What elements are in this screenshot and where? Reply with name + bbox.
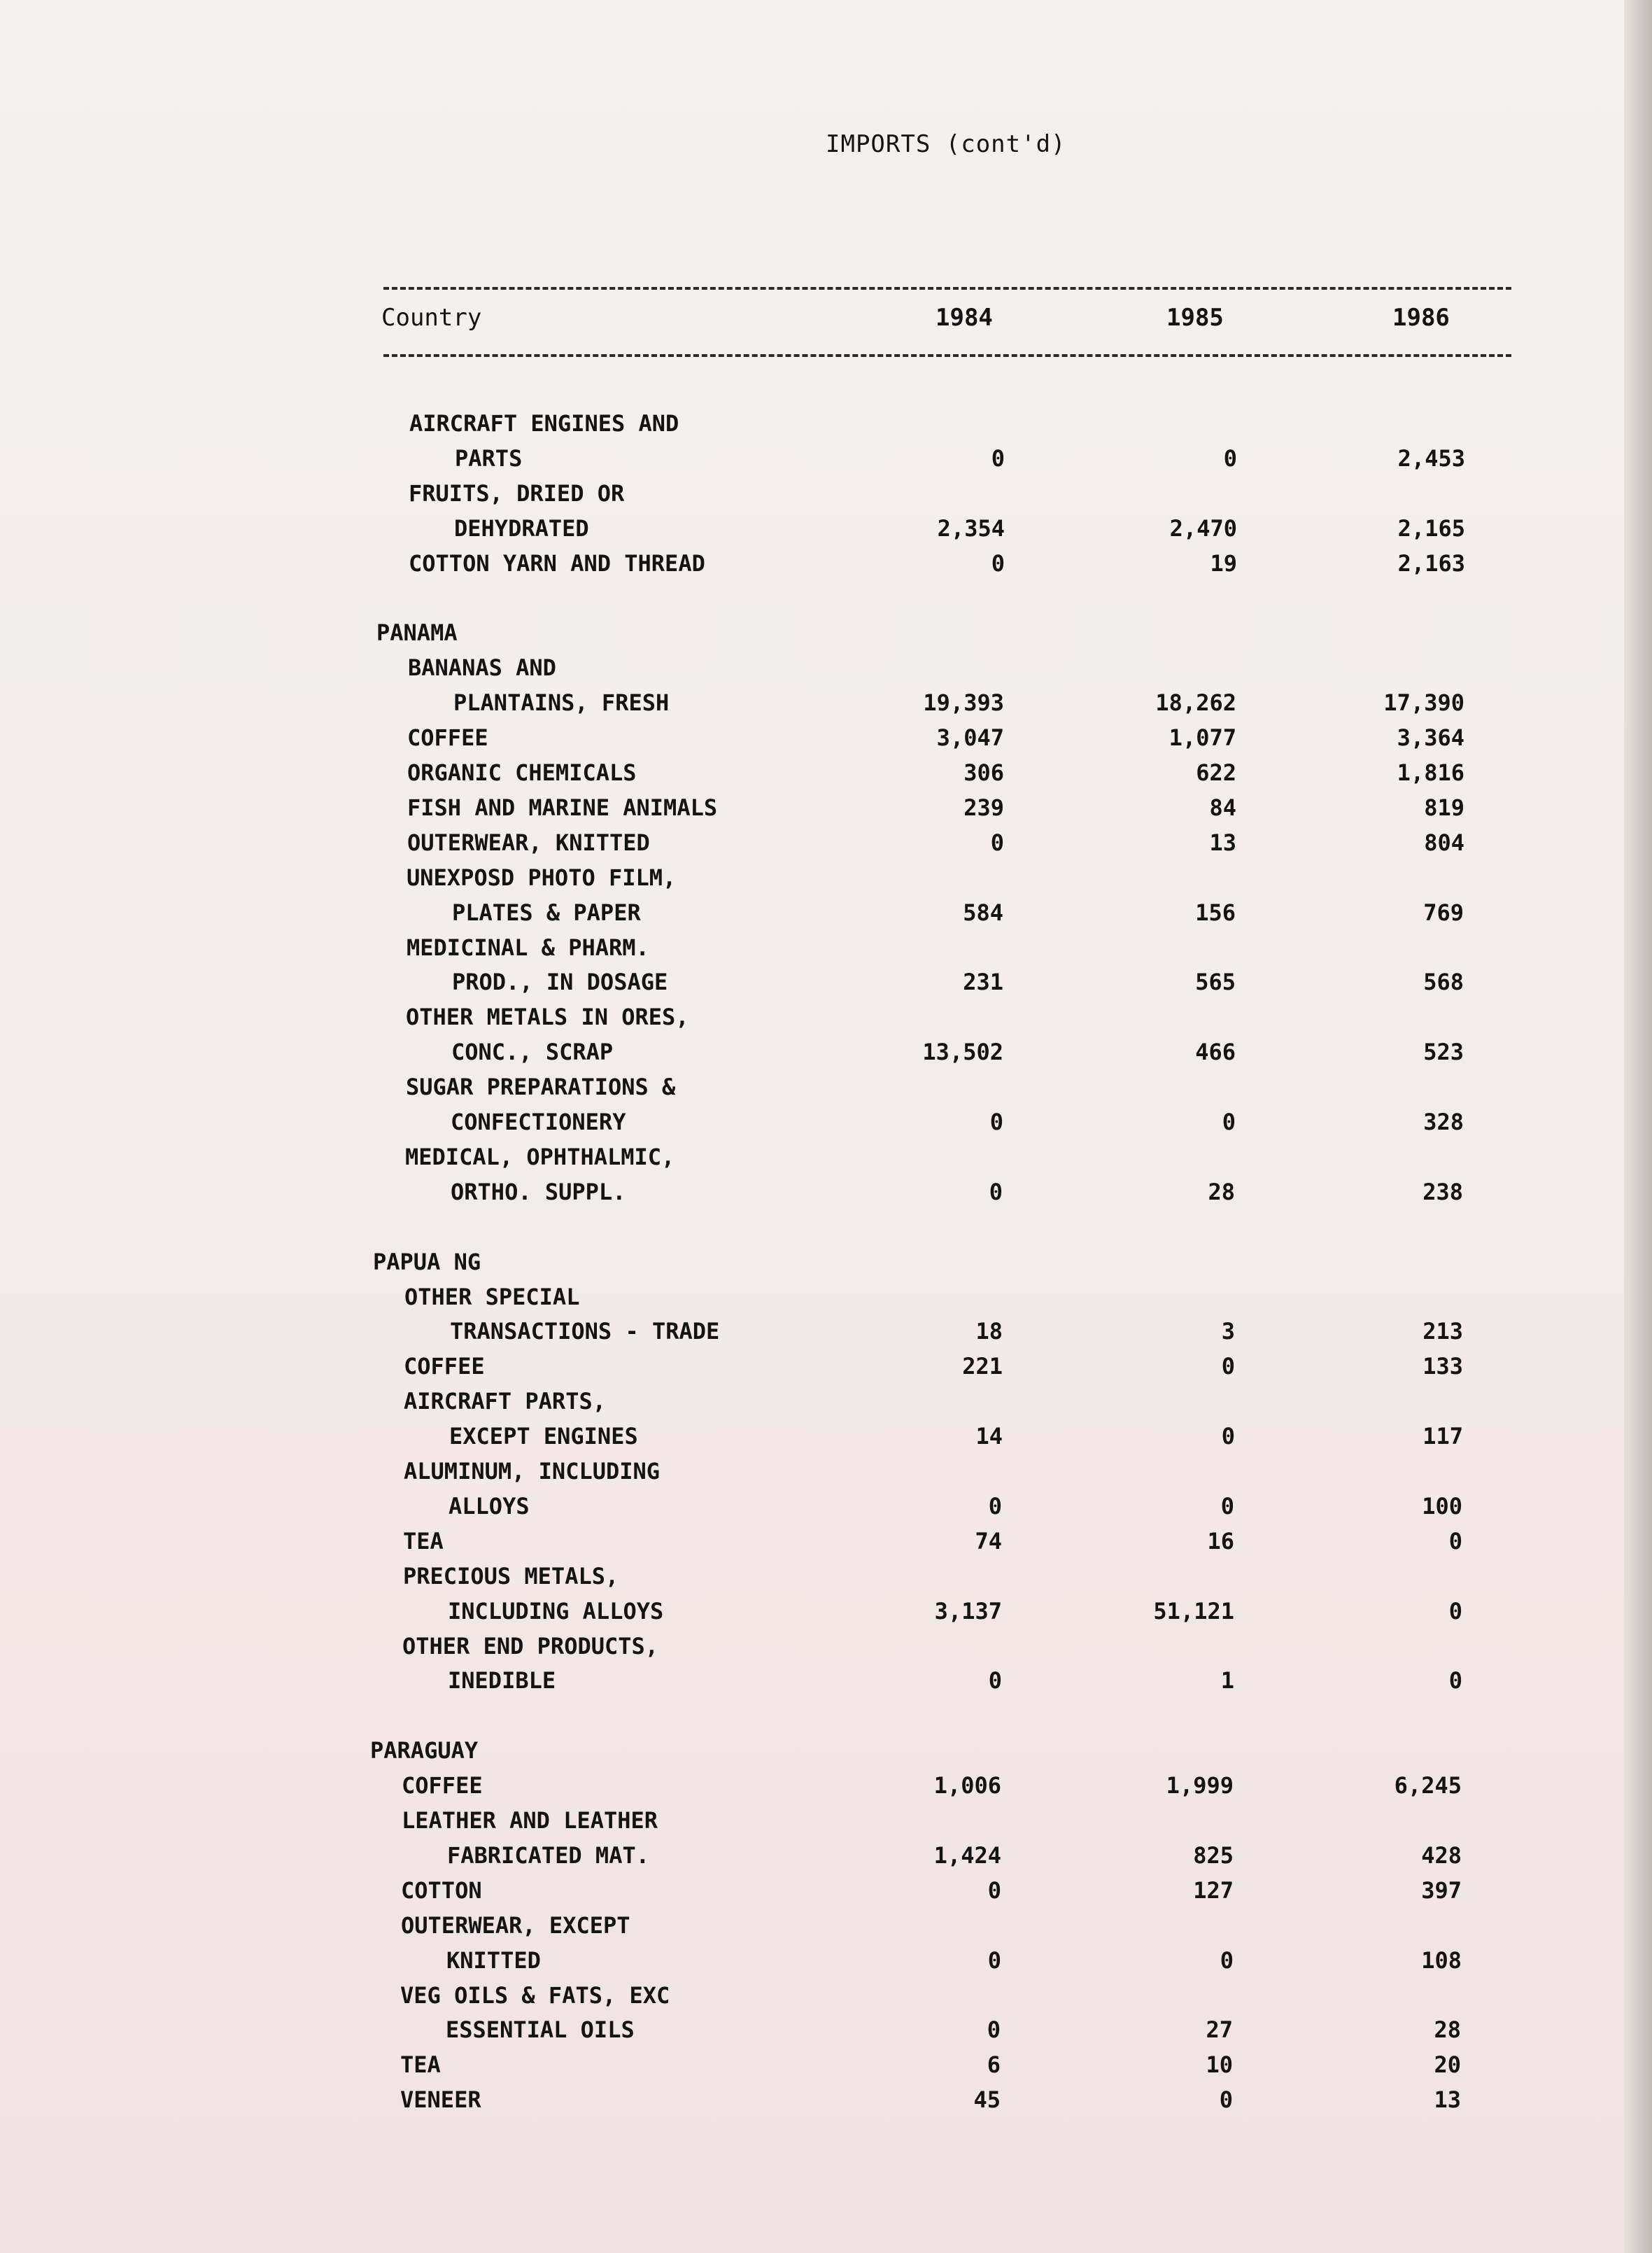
- table-row: [0, 790, 1609, 825]
- commodity-label: OTHER END PRODUCTS,: [402, 1632, 659, 1659]
- table-row: [0, 1803, 1609, 1838]
- table-row: [0, 755, 1609, 790]
- value-1986: 523: [1423, 1039, 1464, 1066]
- table-row: [0, 685, 1609, 720]
- table-row: [0, 546, 1609, 581]
- value-1984: 584: [963, 899, 1003, 926]
- value-1986: 769: [1423, 899, 1464, 926]
- value-1986: 1,816: [1397, 759, 1464, 786]
- value-1985: 13: [1209, 829, 1236, 856]
- table-row: [0, 930, 1609, 965]
- column-header-1985: 1985: [1166, 304, 1224, 332]
- value-1984: 74: [975, 1527, 1002, 1554]
- table-row: [0, 999, 1609, 1034]
- table-row: [0, 1034, 1609, 1069]
- value-1986: 819: [1424, 794, 1464, 821]
- country-label: PANAMA: [376, 619, 458, 647]
- table-row: [0, 1174, 1609, 1209]
- value-1985: 10: [1206, 2051, 1233, 2079]
- value-1985: 127: [1193, 1876, 1234, 1904]
- value-1984: 231: [963, 969, 1003, 996]
- table-row: [0, 1768, 1609, 1803]
- value-1986: 28: [1434, 2016, 1461, 2044]
- value-1986: 0: [1448, 1667, 1462, 1694]
- commodity-label: PLATES & PAPER: [452, 899, 641, 926]
- value-1986: 17,390: [1383, 689, 1464, 717]
- value-1984: 239: [963, 794, 1004, 821]
- value-1984: 0: [988, 1667, 1002, 1694]
- value-1985: 825: [1193, 1841, 1234, 1869]
- value-1986: 3,364: [1397, 724, 1464, 752]
- commodity-label: AIRCRAFT PARTS,: [404, 1388, 606, 1415]
- value-1986: 568: [1423, 969, 1464, 996]
- country-row: [0, 1244, 1609, 1279]
- country-row: [0, 1733, 1609, 1768]
- value-1985: 3: [1221, 1318, 1235, 1345]
- table-row: [0, 1209, 1609, 1244]
- commodity-label: OTHER SPECIAL: [404, 1283, 580, 1310]
- value-1986: 133: [1422, 1353, 1463, 1380]
- value-1984: 3,137: [934, 1597, 1002, 1624]
- commodity-label: OTHER METALS IN ORES,: [406, 1004, 689, 1031]
- value-1986: 0: [1448, 1527, 1462, 1554]
- table-row: [0, 2082, 1609, 2117]
- commodity-label: LEATHER AND LEATHER: [402, 1807, 658, 1834]
- table-row: [0, 1104, 1609, 1139]
- table-row: [0, 1873, 1609, 1908]
- commodity-label: SUGAR PREPARATIONS &: [406, 1074, 676, 1101]
- commodity-label: OUTERWEAR, KNITTED: [407, 829, 650, 856]
- table-row: [0, 860, 1609, 895]
- commodity-label: COTTON YARN AND THREAD: [409, 549, 705, 577]
- value-1986: 6,245: [1394, 1772, 1462, 1799]
- value-1984: 3,047: [936, 724, 1004, 752]
- commodity-label: TEA: [403, 1527, 444, 1554]
- commodity-label: COFFEE: [404, 1353, 485, 1380]
- value-1985: 156: [1195, 899, 1236, 926]
- value-1984: 6: [987, 2051, 1001, 2079]
- table-row: [0, 1838, 1609, 1873]
- value-1986: 100: [1422, 1492, 1462, 1519]
- value-1986: 2,453: [1397, 444, 1465, 472]
- value-1986: 20: [1434, 2051, 1461, 2079]
- commodity-label: ESSENTIAL OILS: [446, 2016, 635, 2044]
- table-row: [0, 2047, 1609, 2082]
- table-row: [0, 1419, 1609, 1454]
- value-1984: 306: [963, 759, 1004, 786]
- column-header-country: Country: [381, 304, 482, 332]
- table-row: [0, 1908, 1609, 1943]
- value-1984: 0: [987, 1946, 1001, 1974]
- commodity-label: MEDICINAL & PHARM.: [407, 934, 649, 961]
- commodity-label: COTTON: [401, 1876, 482, 1904]
- commodity-label: FRUITS, DRIED OR: [409, 479, 625, 507]
- table-row: [0, 581, 1609, 616]
- value-1985: 0: [1220, 1492, 1234, 1519]
- value-1985: 27: [1206, 2016, 1233, 2044]
- value-1984: 19,393: [923, 689, 1004, 717]
- value-1984: 13,502: [922, 1039, 1003, 1066]
- value-1984: 1,006: [933, 1772, 1001, 1799]
- value-1985: 19: [1210, 549, 1237, 577]
- table-row: [0, 406, 1609, 441]
- value-1984: 221: [962, 1353, 1003, 1380]
- column-header-1986: 1986: [1392, 304, 1450, 332]
- commodity-label: PROD., IN DOSAGE: [452, 969, 668, 996]
- value-1986: 213: [1422, 1318, 1463, 1345]
- value-1985: 0: [1219, 2086, 1233, 2114]
- commodity-label: BANANAS AND: [408, 654, 556, 682]
- table-row: [0, 476, 1609, 511]
- value-1985: 1: [1220, 1667, 1234, 1694]
- value-1985: 0: [1222, 1109, 1236, 1135]
- commodity-label: CONC., SCRAP: [451, 1039, 614, 1066]
- value-1986: 397: [1421, 1876, 1462, 1904]
- value-1984: 0: [989, 1109, 1003, 1135]
- value-1985: 1,999: [1166, 1772, 1234, 1799]
- value-1985: 0: [1223, 444, 1237, 472]
- value-1986: 0: [1448, 1597, 1462, 1624]
- commodity-label: KNITTED: [446, 1946, 541, 1974]
- commodity-label: COFFEE: [407, 724, 488, 752]
- value-1986: 328: [1423, 1109, 1464, 1135]
- commodity-label: ALLOYS: [449, 1492, 530, 1519]
- value-1985: 2,470: [1169, 514, 1237, 542]
- value-1984: 0: [987, 2016, 1001, 2044]
- table-row: [0, 1559, 1609, 1594]
- commodity-label: VEG OILS & FATS, EXC: [400, 1981, 670, 2009]
- table-row: [0, 1349, 1609, 1384]
- commodity-label: MEDICAL, OPHTHALMIC,: [405, 1143, 675, 1170]
- value-1984: 0: [988, 1492, 1002, 1519]
- commodity-label: OUTERWEAR, EXCEPT: [401, 1911, 630, 1939]
- value-1984: 0: [991, 444, 1005, 472]
- value-1984: 1,424: [933, 1841, 1001, 1869]
- commodity-label: TRANSACTIONS - TRADE: [450, 1318, 720, 1345]
- table-row: [0, 825, 1609, 860]
- commodity-label: UNEXPOSD PHOTO FILM,: [407, 864, 677, 891]
- value-1985: 466: [1195, 1039, 1236, 1066]
- column-header-1984: 1984: [936, 304, 993, 332]
- value-1985: 0: [1220, 1946, 1234, 1974]
- header-bottom-rule: [383, 354, 1511, 357]
- value-1984: 14: [975, 1423, 1003, 1450]
- table-row: [0, 1279, 1609, 1314]
- value-1986: 238: [1422, 1178, 1463, 1205]
- commodity-label: FISH AND MARINE ANIMALS: [407, 794, 718, 821]
- commodity-label: INCLUDING ALLOYS: [448, 1597, 664, 1624]
- value-1986: 117: [1422, 1423, 1463, 1450]
- value-1985: 622: [1196, 759, 1236, 786]
- table-row: [0, 650, 1609, 685]
- table-row: [0, 1978, 1609, 2013]
- table-row: [0, 1384, 1609, 1419]
- country-label: PARAGUAY: [370, 1737, 479, 1764]
- value-1985: 84: [1209, 794, 1236, 821]
- commodity-label: COFFEE: [402, 1772, 483, 1799]
- commodity-label: ORTHO. SUPPL.: [451, 1178, 626, 1205]
- commodity-label: PRECIOUS METALS,: [403, 1562, 619, 1589]
- table-row: [0, 895, 1609, 930]
- country-label: PAPUA NG: [373, 1248, 481, 1275]
- header-top-rule: [383, 287, 1511, 290]
- value-1985: 0: [1221, 1423, 1235, 1450]
- value-1984: 0: [991, 549, 1005, 577]
- commodity-label: FABRICATED MAT.: [447, 1841, 649, 1869]
- table-row: [0, 1314, 1609, 1349]
- table-row: [0, 2012, 1609, 2047]
- commodity-label: VENEER: [400, 2086, 481, 2114]
- value-1985: 0: [1221, 1353, 1235, 1380]
- value-1984: 2,354: [937, 514, 1005, 542]
- table-row: [0, 1663, 1609, 1698]
- table-row: [0, 720, 1609, 755]
- commodity-label: AIRCRAFT ENGINES AND: [409, 410, 679, 437]
- value-1986: 804: [1424, 829, 1464, 856]
- commodity-label: EXCEPT ENGINES: [449, 1423, 638, 1450]
- table-row: [0, 1069, 1609, 1104]
- table-row: [0, 1139, 1609, 1174]
- commodity-label: TEA: [400, 2051, 441, 2079]
- table-row: [0, 1524, 1609, 1559]
- page-edge: [1624, 0, 1652, 2253]
- value-1986: 428: [1421, 1841, 1462, 1869]
- table-row: [0, 511, 1609, 546]
- value-1985: 1,077: [1169, 724, 1236, 752]
- table-row: [0, 1594, 1609, 1629]
- table-row: [0, 1454, 1609, 1489]
- commodity-label: PLANTAINS, FRESH: [453, 689, 670, 717]
- commodity-label: INEDIBLE: [448, 1667, 556, 1694]
- value-1985: 565: [1195, 969, 1236, 996]
- value-1986: 2,165: [1397, 514, 1465, 542]
- value-1986: 108: [1421, 1946, 1462, 1974]
- value-1984: 0: [987, 1876, 1001, 1904]
- value-1986: 13: [1434, 2086, 1461, 2114]
- value-1985: 16: [1207, 1527, 1234, 1554]
- table-row: [0, 1489, 1609, 1524]
- value-1986: 2,163: [1397, 549, 1465, 577]
- value-1985: 28: [1208, 1178, 1235, 1205]
- value-1984: 45: [973, 2086, 1001, 2114]
- page-title: IMPORTS (cont'd): [826, 130, 1066, 158]
- commodity-label: ALUMINUM, INCLUDING: [404, 1458, 661, 1485]
- commodity-label: CONFECTIONERY: [451, 1109, 626, 1135]
- commodity-label: DEHYDRATED: [454, 514, 589, 542]
- value-1985: 51,121: [1153, 1597, 1234, 1624]
- value-1984: 18: [975, 1318, 1003, 1345]
- table-row: [0, 964, 1609, 999]
- table-row: [0, 1698, 1609, 1733]
- table-row: [0, 1629, 1609, 1664]
- table-row: [0, 441, 1609, 476]
- commodity-label: PARTS: [455, 444, 523, 472]
- commodity-label: ORGANIC CHEMICALS: [407, 759, 637, 786]
- table-row: [0, 1943, 1609, 1978]
- value-1984: 0: [990, 829, 1004, 856]
- value-1984: 0: [989, 1178, 1003, 1205]
- country-row: [0, 615, 1609, 650]
- value-1985: 18,262: [1155, 689, 1236, 717]
